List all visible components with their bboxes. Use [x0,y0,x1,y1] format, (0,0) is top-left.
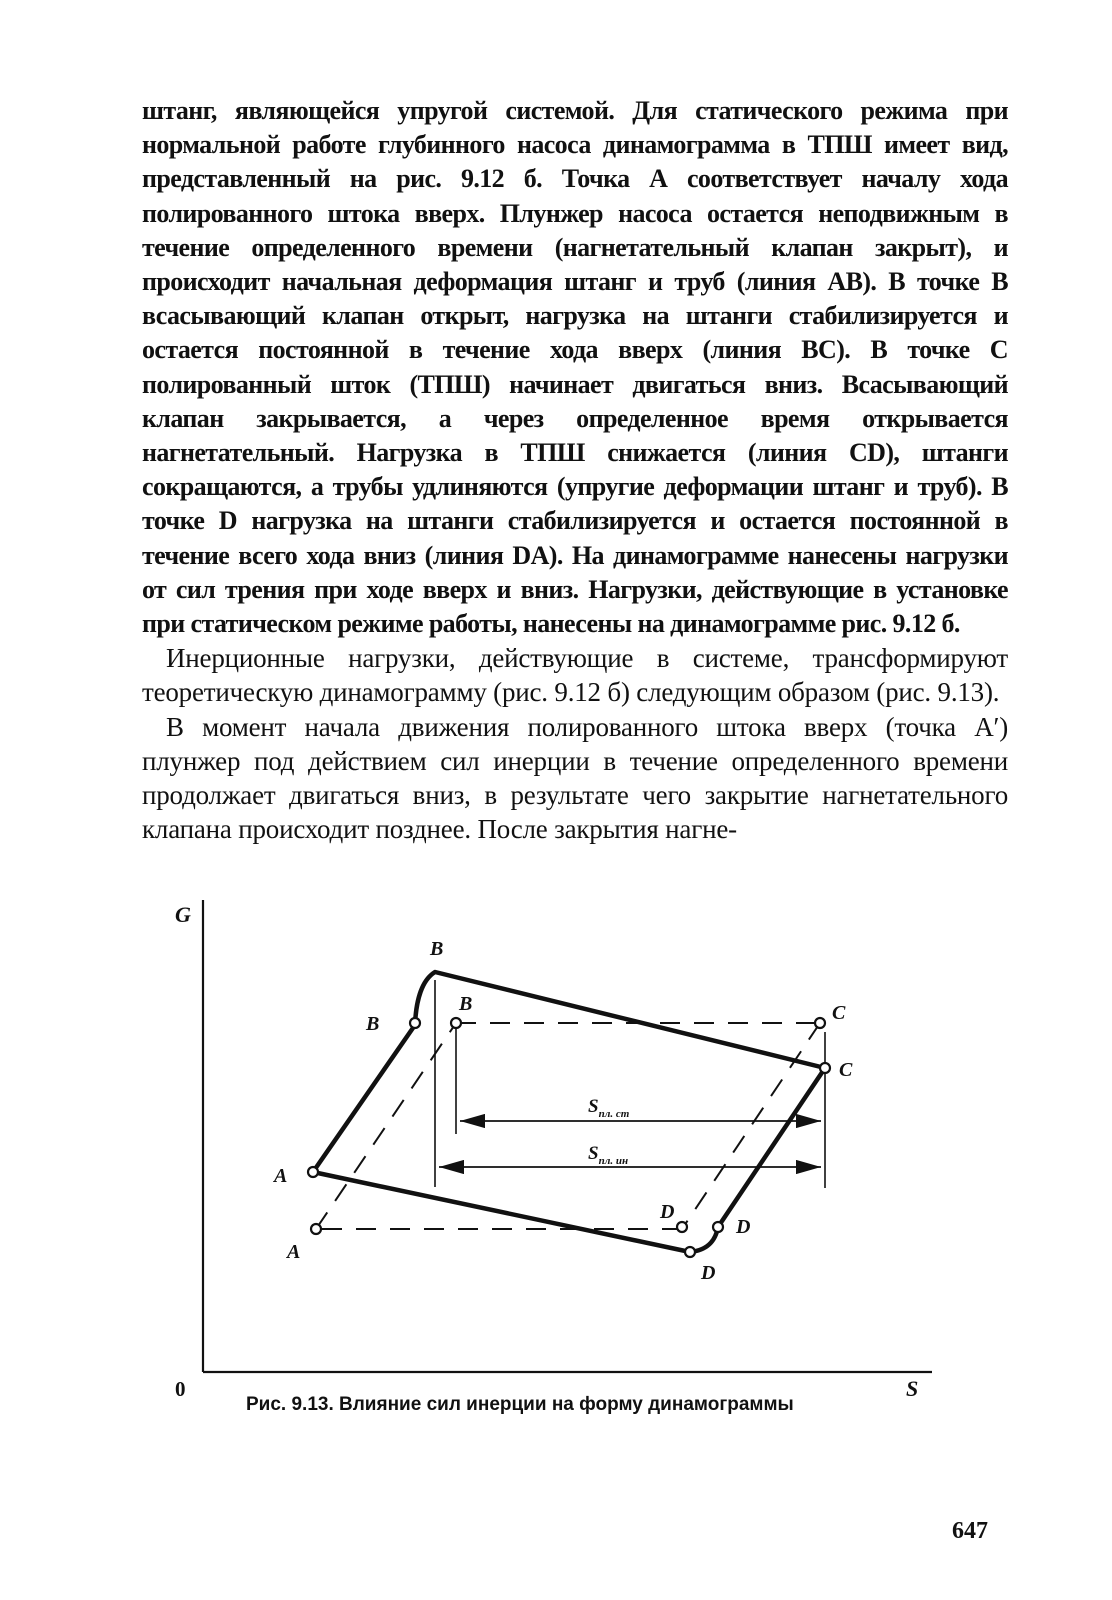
paragraph-1: штанг, являющейся упругой системой. Для статического режима при нормальной работе глубинного насоса динамограмма в ТПШ имеет вид, представленный на рис. 9.12 б. Точка А соответствует началу хода полированного штока вверх. Плунжер насоса остается неподвижным в течение определенного времени (нагнетательный клапан закрыт), и происходит начальная деформация штанг и труб (линия АВ). В точке В всасывающий клапан открыт, нагрузка на штанги стабилизируется и остается постоянной в течение хода вверх (линия ВС). В точке С полированный шток (ТПШ) начинает двигаться вниз. Всасывающий клапан закрывается, а через определенное время открывается нагнетательный. Нагрузка в ТПШ снижается (линия CD), штанги сокращаются, а трубы удлиняются (упругие деформации штанг и труб). В точке D нагрузка на штанги стабилизируется и остается постоянной в течение всего хода вниз (линия DA). На динамограмме нанесены нагрузки от сил трения при ходе вверх и вниз. Нагрузки, действующие в установке при статическом режиме работы, нанесены на динамограмме рис. 9.12 б. [142,96,1008,639]
label-b-top: B [430,938,444,960]
label-s-static: $S_{пл. ст}$ [588,1096,630,1120]
label-a-solid: A [274,1165,288,1187]
paragraph-2: Инерционные нагрузки, действующие в системе, трансформируют теоретическую динамограмму (рис. 9.12 б) следующим образом (рис. 9.13). [142,643,1008,708]
label-axis-g: G [175,902,191,927]
figure-caption: Рис. 9.13. Влияние сил инерции на форму динамограммы [246,1394,794,1415]
label-b-dashed: B [459,993,473,1015]
page-number: 647 [952,1518,988,1544]
inertial-dynamogram [313,972,825,1252]
label-axis-s: S [906,1376,919,1400]
label-c-solid: C [839,1059,853,1081]
label-b-left: B [366,1013,380,1035]
label-c-dashed: C [832,1002,846,1024]
label-d-bottom: D [701,1262,716,1284]
label-s-inertial-sub: пл. ин [598,1155,629,1167]
label-a-dashed: A [287,1241,301,1263]
label-s-static-sub: пл. ст [598,1108,630,1120]
paragraph-3: В момент начала движения полированного штока вверх (точка А′) плунжер под действием сил инерции в течение определенного времени продолжает двигаться вниз, в результате чего закрытие нагнетательного клапана происходит позднее. После закрытия нагне- [142,711,1008,845]
body-text [142,94,1008,846]
label-s-inertial: $S_{пл. ин}$ [588,1143,629,1167]
dynamogram-figure [170,900,970,1440]
point-markers [308,1018,830,1257]
dynamogram-diagram [170,900,970,1400]
static-dynamogram [316,1023,820,1229]
label-d-right: D [736,1216,751,1238]
label-d-dashed: D [660,1201,675,1223]
label-origin: 0 [175,1377,186,1400]
